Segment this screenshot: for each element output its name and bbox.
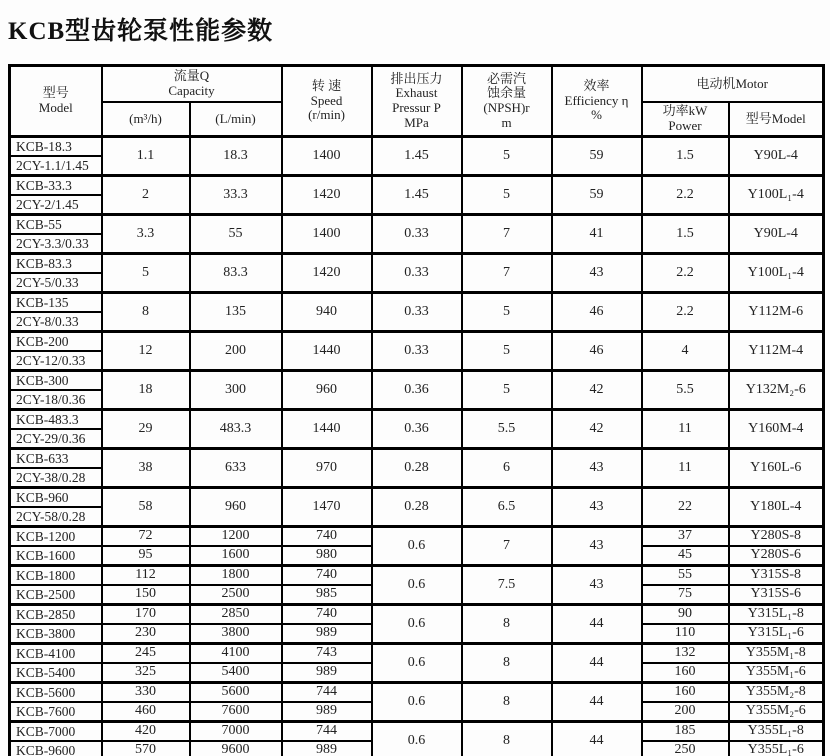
cell-model-kcb: KCB-1800 <box>10 566 102 586</box>
cell-motor-model: Y100L₁-4 <box>729 176 824 215</box>
cell-pressure: 0.36 <box>372 371 462 410</box>
cell-speed: 980 <box>282 546 372 566</box>
cell-npsh: 7.5 <box>462 566 552 605</box>
cell-npsh: 8 <box>462 605 552 644</box>
cell-model-2cy: 2CY-5/0.33 <box>10 273 102 293</box>
col-header-pressure-zh: 排出压力 <box>390 70 443 86</box>
cell-speed: 940 <box>282 293 372 332</box>
cell-pressure: 1.45 <box>372 176 462 215</box>
cell-flow-lmin: 33.3 <box>190 176 282 215</box>
cell-flow-lmin: 83.3 <box>190 254 282 293</box>
cell-power: 250 <box>642 741 729 756</box>
cell-speed: 960 <box>282 371 372 410</box>
cell-flow-m3h: 5 <box>102 254 190 293</box>
cell-efficiency: 46 <box>552 332 642 371</box>
cell-flow-lmin: 200 <box>190 332 282 371</box>
cell-motor-model: Y355L₁-8 <box>729 722 824 742</box>
cell-flow-lmin: 2500 <box>190 585 282 605</box>
col-header-pressure-en2: Pressur P <box>392 100 441 115</box>
cell-speed: 1440 <box>282 410 372 449</box>
cell-motor-model: Y180L-4 <box>729 488 824 527</box>
cell-model-kcb: KCB-5600 <box>10 683 102 703</box>
cell-power: 11 <box>642 410 729 449</box>
col-header-speed-zh: 转 速 <box>311 78 342 94</box>
cell-flow-m3h: 1.1 <box>102 137 190 176</box>
cell-model-2cy: 2CY-3.3/0.33 <box>10 234 102 254</box>
cell-speed: 744 <box>282 683 372 703</box>
cell-pressure: 0.36 <box>372 410 462 449</box>
table-row <box>10 293 824 313</box>
cell-pressure: 0.6 <box>372 722 462 756</box>
cell-model-kcb: KCB-18.3 <box>10 137 102 157</box>
col-header-speed <box>282 66 372 137</box>
cell-flow-m3h: 170 <box>102 605 190 625</box>
cell-npsh: 5 <box>462 176 552 215</box>
col-header-model-zh: 型号 <box>42 85 69 101</box>
pump-performance-table <box>8 64 825 756</box>
cell-flow-lmin: 18.3 <box>190 137 282 176</box>
cell-motor-model: Y355L₁-6 <box>729 741 824 756</box>
cell-power: 55 <box>642 566 729 586</box>
cell-efficiency: 43 <box>552 488 642 527</box>
cell-pressure: 0.6 <box>372 527 462 566</box>
page-title: KCB型齿轮泵性能参数 <box>8 18 274 45</box>
cell-efficiency: 42 <box>552 371 642 410</box>
cell-flow-lmin: 1200 <box>190 527 282 547</box>
cell-model-kcb: KCB-33.3 <box>10 176 102 196</box>
col-header-npsh-zh2: 蚀余量 <box>486 85 526 101</box>
table-row <box>10 410 824 430</box>
table-body <box>10 137 824 756</box>
cell-motor-model: Y315L₁-6 <box>729 624 824 644</box>
header-row-1 <box>10 66 824 103</box>
table-row <box>10 488 824 508</box>
cell-flow-m3h: 3.3 <box>102 215 190 254</box>
cell-motor-model: Y315S-6 <box>729 585 824 605</box>
cell-flow-lmin: 55 <box>190 215 282 254</box>
cell-motor-model: Y355M₁-8 <box>729 644 824 664</box>
cell-flow-m3h: 460 <box>102 702 190 722</box>
cell-model-2cy: 2CY-12/0.33 <box>10 351 102 371</box>
cell-speed: 740 <box>282 605 372 625</box>
table-row <box>10 722 824 742</box>
cell-motor-model: Y90L-4 <box>729 215 824 254</box>
cell-speed: 989 <box>282 624 372 644</box>
col-header-efficiency-en: Efficiency η <box>564 92 629 108</box>
col-header-speed-en: Speed <box>310 92 343 108</box>
cell-flow-m3h: 325 <box>102 663 190 683</box>
cell-flow-m3h: 230 <box>102 624 190 644</box>
cell-npsh: 8 <box>462 722 552 756</box>
col-header-motor-power <box>642 102 729 137</box>
col-header-m3h: (m³/h) <box>102 102 190 137</box>
cell-power: 45 <box>642 546 729 566</box>
cell-power: 5.5 <box>642 371 729 410</box>
col-header-motor: 电动机Motor <box>642 66 824 103</box>
cell-flow-lmin: 5400 <box>190 663 282 683</box>
cell-power: 75 <box>642 585 729 605</box>
col-header-motor-model: 型号Model <box>729 102 824 137</box>
cell-model-2cy: 2CY-1.1/1.45 <box>10 156 102 176</box>
cell-model-kcb: KCB-55 <box>10 215 102 235</box>
cell-power: 132 <box>642 644 729 664</box>
cell-efficiency: 43 <box>552 527 642 566</box>
cell-model-kcb: KCB-200 <box>10 332 102 352</box>
cell-efficiency: 59 <box>552 176 642 215</box>
cell-model-kcb: KCB-1200 <box>10 527 102 547</box>
table-row <box>10 527 824 547</box>
cell-model-2cy: 2CY-8/0.33 <box>10 312 102 332</box>
table-row <box>10 644 824 664</box>
cell-npsh: 8 <box>462 644 552 683</box>
cell-speed: 989 <box>282 702 372 722</box>
col-header-motor-power-zh: 功率kW <box>662 103 708 119</box>
cell-model-kcb: KCB-300 <box>10 371 102 391</box>
cell-speed: 989 <box>282 663 372 683</box>
cell-flow-lmin: 483.3 <box>190 410 282 449</box>
cell-pressure: 0.6 <box>372 644 462 683</box>
table-row <box>10 449 824 469</box>
cell-motor-model: Y112M-4 <box>729 332 824 371</box>
cell-flow-m3h: 12 <box>102 332 190 371</box>
cell-flow-lmin: 960 <box>190 488 282 527</box>
cell-flow-lmin: 1800 <box>190 566 282 586</box>
col-header-npsh-unit: m <box>501 114 512 130</box>
col-header-capacity <box>102 66 282 103</box>
cell-flow-lmin: 300 <box>190 371 282 410</box>
cell-flow-m3h: 18 <box>102 371 190 410</box>
cell-npsh: 6 <box>462 449 552 488</box>
cell-flow-m3h: 330 <box>102 683 190 703</box>
cell-flow-lmin: 3800 <box>190 624 282 644</box>
col-header-efficiency-unit: % <box>591 107 602 123</box>
cell-speed: 1400 <box>282 215 372 254</box>
cell-model-kcb: KCB-633 <box>10 449 102 469</box>
cell-flow-m3h: 38 <box>102 449 190 488</box>
cell-speed: 740 <box>282 566 372 586</box>
cell-power: 2.2 <box>642 254 729 293</box>
table-row <box>10 371 824 391</box>
cell-model-kcb: KCB-135 <box>10 293 102 313</box>
cell-flow-lmin: 5600 <box>190 683 282 703</box>
cell-model-2cy: 2CY-58/0.28 <box>10 507 102 527</box>
cell-flow-m3h: 95 <box>102 546 190 566</box>
col-header-capacity-zh: 流量Q <box>173 68 210 84</box>
cell-flow-m3h: 112 <box>102 566 190 586</box>
cell-flow-lmin: 2850 <box>190 605 282 625</box>
col-header-efficiency-zh: 效率 <box>583 78 610 94</box>
cell-npsh: 8 <box>462 683 552 722</box>
cell-model-kcb: KCB-5400 <box>10 663 102 683</box>
cell-model-2cy: 2CY-38/0.28 <box>10 468 102 488</box>
cell-power: 4 <box>642 332 729 371</box>
cell-model-kcb: KCB-7600 <box>10 702 102 722</box>
table-row <box>10 176 824 196</box>
cell-motor-model: Y160M-4 <box>729 410 824 449</box>
cell-efficiency: 41 <box>552 215 642 254</box>
col-header-npsh-en: (NPSH)r <box>483 100 530 115</box>
cell-pressure: 0.6 <box>372 566 462 605</box>
col-header-motor-power-en: Power <box>668 118 702 133</box>
cell-power: 37 <box>642 527 729 547</box>
table-row <box>10 332 824 352</box>
cell-efficiency: 43 <box>552 566 642 605</box>
cell-pressure: 0.33 <box>372 332 462 371</box>
cell-speed: 1400 <box>282 137 372 176</box>
cell-power: 160 <box>642 683 729 703</box>
cell-model-kcb: KCB-483.3 <box>10 410 102 430</box>
col-header-npsh-zh1: 必需汽 <box>486 70 526 86</box>
col-header-pressure-unit: MPa <box>404 114 429 130</box>
cell-motor-model: Y355M₂-6 <box>729 702 824 722</box>
cell-motor-model: Y132M₂-6 <box>729 371 824 410</box>
cell-efficiency: 42 <box>552 410 642 449</box>
cell-speed: 740 <box>282 527 372 547</box>
cell-flow-lmin: 7000 <box>190 722 282 742</box>
col-header-model <box>10 66 102 137</box>
table-row <box>10 683 824 703</box>
cell-model-2cy: 2CY-29/0.36 <box>10 429 102 449</box>
cell-power: 2.2 <box>642 293 729 332</box>
cell-pressure: 0.33 <box>372 215 462 254</box>
cell-npsh: 7 <box>462 527 552 566</box>
cell-flow-m3h: 245 <box>102 644 190 664</box>
cell-speed: 743 <box>282 644 372 664</box>
cell-npsh: 5 <box>462 293 552 332</box>
cell-flow-m3h: 150 <box>102 585 190 605</box>
cell-speed: 1470 <box>282 488 372 527</box>
cell-power: 1.5 <box>642 137 729 176</box>
cell-motor-model: Y315S-8 <box>729 566 824 586</box>
cell-flow-lmin: 9600 <box>190 741 282 756</box>
cell-speed: 989 <box>282 741 372 756</box>
cell-power: 160 <box>642 663 729 683</box>
cell-efficiency: 44 <box>552 644 642 683</box>
cell-model-kcb: KCB-2500 <box>10 585 102 605</box>
cell-flow-lmin: 4100 <box>190 644 282 664</box>
cell-pressure: 0.28 <box>372 488 462 527</box>
cell-speed: 1420 <box>282 254 372 293</box>
cell-speed: 1440 <box>282 332 372 371</box>
cell-pressure: 0.33 <box>372 254 462 293</box>
cell-npsh: 7 <box>462 254 552 293</box>
cell-efficiency: 43 <box>552 449 642 488</box>
cell-model-2cy: 2CY-2/1.45 <box>10 195 102 215</box>
cell-model-2cy: 2CY-18/0.36 <box>10 390 102 410</box>
cell-efficiency: 44 <box>552 605 642 644</box>
cell-model-kcb: KCB-960 <box>10 488 102 508</box>
table-row <box>10 566 824 586</box>
cell-pressure: 0.33 <box>372 293 462 332</box>
cell-pressure: 0.6 <box>372 605 462 644</box>
cell-power: 11 <box>642 449 729 488</box>
col-header-efficiency <box>552 66 642 137</box>
cell-motor-model: Y90L-4 <box>729 137 824 176</box>
cell-flow-lmin: 7600 <box>190 702 282 722</box>
cell-motor-model: Y160L-6 <box>729 449 824 488</box>
col-header-pressure <box>372 66 462 137</box>
cell-model-kcb: KCB-7000 <box>10 722 102 742</box>
cell-motor-model: Y315L₁-8 <box>729 605 824 625</box>
table-row <box>10 215 824 235</box>
cell-efficiency: 44 <box>552 683 642 722</box>
cell-flow-m3h: 58 <box>102 488 190 527</box>
col-header-model-en: Model <box>38 100 73 115</box>
cell-flow-m3h: 570 <box>102 741 190 756</box>
cell-npsh: 7 <box>462 215 552 254</box>
col-header-capacity-en: Capacity <box>168 83 215 98</box>
cell-flow-m3h: 29 <box>102 410 190 449</box>
cell-flow-m3h: 72 <box>102 527 190 547</box>
col-header-lmin: (L/min) <box>190 102 282 137</box>
cell-model-kcb: KCB-83.3 <box>10 254 102 274</box>
cell-efficiency: 59 <box>552 137 642 176</box>
col-header-pressure-en1: Exhaust <box>395 85 438 101</box>
cell-pressure: 0.6 <box>372 683 462 722</box>
cell-speed: 1420 <box>282 176 372 215</box>
cell-power: 22 <box>642 488 729 527</box>
table-row <box>10 605 824 625</box>
cell-motor-model: Y100L₁-4 <box>729 254 824 293</box>
cell-efficiency: 46 <box>552 293 642 332</box>
cell-flow-m3h: 8 <box>102 293 190 332</box>
cell-speed: 985 <box>282 585 372 605</box>
cell-power: 185 <box>642 722 729 742</box>
cell-model-kcb: KCB-2850 <box>10 605 102 625</box>
cell-motor-model: Y355M₂-8 <box>729 683 824 703</box>
cell-model-kcb: KCB-4100 <box>10 644 102 664</box>
cell-npsh: 5 <box>462 137 552 176</box>
col-header-speed-unit: (r/min) <box>308 107 345 123</box>
table-header <box>10 66 824 137</box>
cell-flow-lmin: 1600 <box>190 546 282 566</box>
cell-power: 90 <box>642 605 729 625</box>
cell-speed: 744 <box>282 722 372 742</box>
cell-npsh: 6.5 <box>462 488 552 527</box>
cell-motor-model: Y355M₁-6 <box>729 663 824 683</box>
cell-motor-model: Y280S-8 <box>729 527 824 547</box>
cell-flow-lmin: 633 <box>190 449 282 488</box>
col-header-npsh <box>462 66 552 137</box>
cell-npsh: 5.5 <box>462 410 552 449</box>
cell-speed: 970 <box>282 449 372 488</box>
cell-model-kcb: KCB-9600 <box>10 741 102 756</box>
cell-efficiency: 43 <box>552 254 642 293</box>
cell-npsh: 5 <box>462 332 552 371</box>
cell-pressure: 0.28 <box>372 449 462 488</box>
cell-motor-model: Y112M-6 <box>729 293 824 332</box>
cell-pressure: 1.45 <box>372 137 462 176</box>
cell-motor-model: Y280S-6 <box>729 546 824 566</box>
table-row <box>10 254 824 274</box>
cell-flow-m3h: 2 <box>102 176 190 215</box>
cell-model-kcb: KCB-3800 <box>10 624 102 644</box>
cell-model-kcb: KCB-1600 <box>10 546 102 566</box>
cell-power: 1.5 <box>642 215 729 254</box>
cell-flow-m3h: 420 <box>102 722 190 742</box>
cell-power: 200 <box>642 702 729 722</box>
cell-efficiency: 44 <box>552 722 642 756</box>
cell-flow-lmin: 135 <box>190 293 282 332</box>
cell-power: 110 <box>642 624 729 644</box>
table-row <box>10 137 824 157</box>
cell-power: 2.2 <box>642 176 729 215</box>
cell-npsh: 5 <box>462 371 552 410</box>
